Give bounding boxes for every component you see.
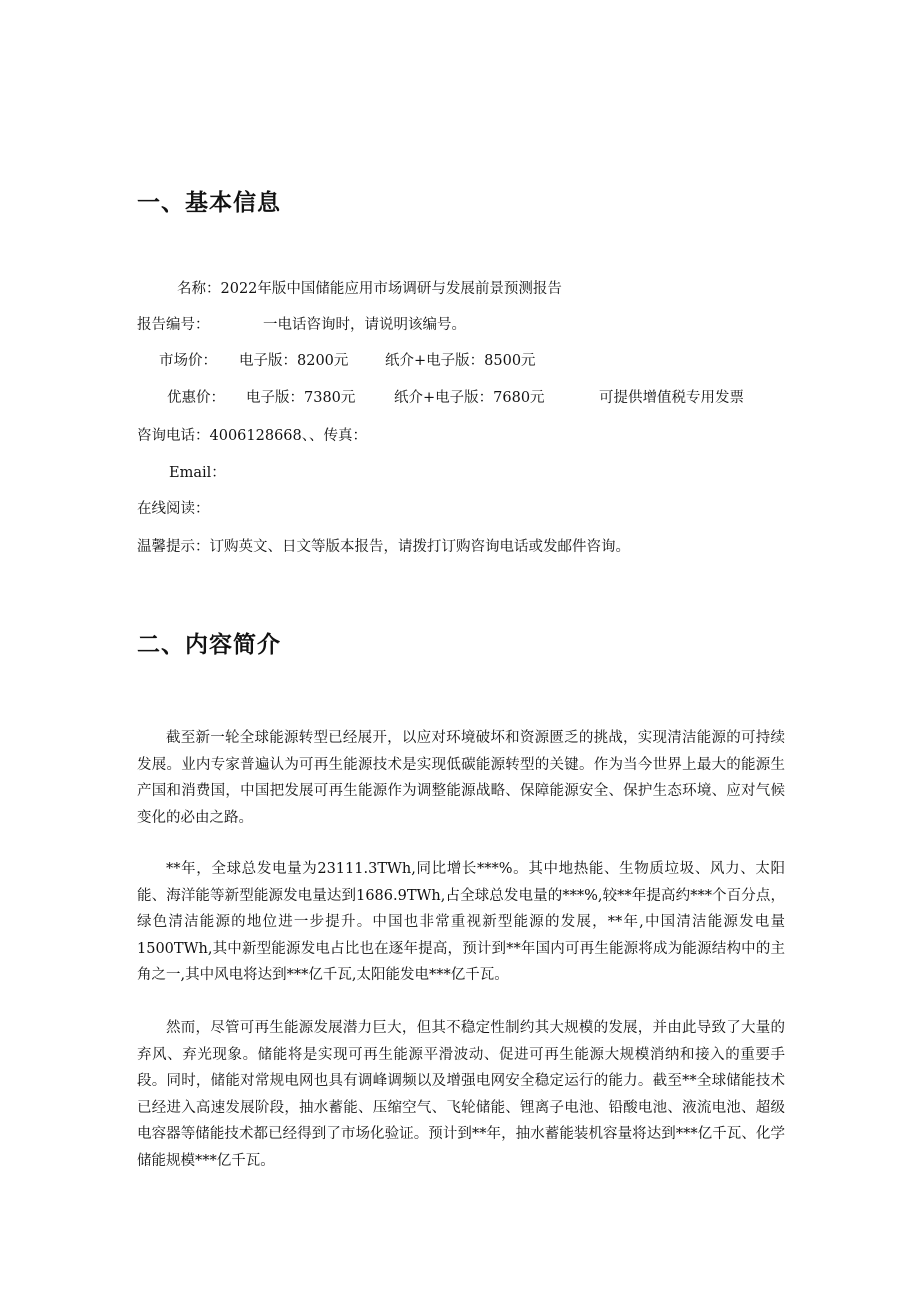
section-heading-basic-info: 一、基本信息 — [137, 190, 281, 216]
summary-paragraph: **年，全球总发电量为23111.3TWh,同比增长***%。其中地热能、生物质垃圾、风力、太阳能、海洋能等新型能源发电量达到1686.9TWh,占全球总发电量的***%,较**年提高约***个百分点，绿色清洁能源的地位进一步提升。中国也非常重视新型能源的发展，**年,中国清洁能源发电量1500TWh,其中新型能源发电占比也在逐年提高，预计到**年国内可再生能源将成为能源结构中的主角之一,其中风电将达到***亿千瓦,太阳能发电***亿千瓦。 — [137, 861, 785, 983]
market-price-line — [159, 351, 579, 371]
report-number-note: 一电话咨询时，请说明该编号。 — [263, 317, 466, 333]
section-heading-content-summary: 二、内容简介 — [137, 632, 281, 658]
report-name-line — [177, 279, 562, 299]
market-price-label: 市场价： — [159, 353, 217, 369]
discount-price-label: 优惠价： — [167, 390, 225, 406]
report-number-label: 报告编号： — [137, 317, 210, 333]
email-line: Email： — [169, 465, 226, 481]
discount-price-paper: 纸介+电子版：7680元 — [394, 390, 545, 406]
tip-line: 温馨提示：订购英文、日文等版本报告，请拨打订购咨询电话或发邮件咨询。 — [137, 539, 630, 555]
report-number-line — [137, 315, 537, 335]
invoice-note: 可提供增值税专用发票 — [599, 390, 744, 406]
summary-paragraph: 截至新一轮全球能源转型已经展开，以应对环境破坏和资源匮乏的挑战，实现清洁能源的可持续发展。业内专家普遍认为可再生能源技术是实现低碳能源转型的关键。作为当今世界上最大的能源生产国和消费国，中国把发展可再生能源作为调整能源战略、保障能源安全、保护生态环境、应对气候变化的必由之路。 — [137, 730, 785, 826]
discount-price-electronic: 电子版：7380元 — [246, 390, 356, 406]
market-price-paper: 纸介+电子版：8500元 — [385, 353, 536, 369]
discount-price-line — [167, 388, 767, 408]
summary-paragraph: 然而，尽管可再生能源发展潜力巨大，但其不稳定性制约其大规模的发展，并由此导致了大量的弃风、弃光现象。储能将是实现可再生能源平滑波动、促进可再生能源大规模消纳和接入的重要手段。同时，储能对常规电网也具有调峰调频以及增强电网安全稳定运行的能力。截至**全球储能技术已经进入高速发展阶段，抽水蓄能、压缩空气、飞轮储能、锂离子电池、铅酸电池、液流电池、超级电容器等储能技术都已经得到了市场化验证。预计到**年，抽水蓄能装机容量将达到***亿千瓦、化学储能规模***亿千瓦。 — [137, 1020, 785, 1169]
report-name-value: 2022年版中国储能应用市场调研与发展前景预测报告 — [220, 281, 562, 297]
online-reading-line: 在线阅读： — [137, 501, 210, 517]
phone-line: 咨询电话：4006128668、、传真： — [137, 428, 368, 444]
report-name-label: 名称： — [177, 281, 221, 297]
market-price-electronic: 电子版：8200元 — [239, 353, 349, 369]
